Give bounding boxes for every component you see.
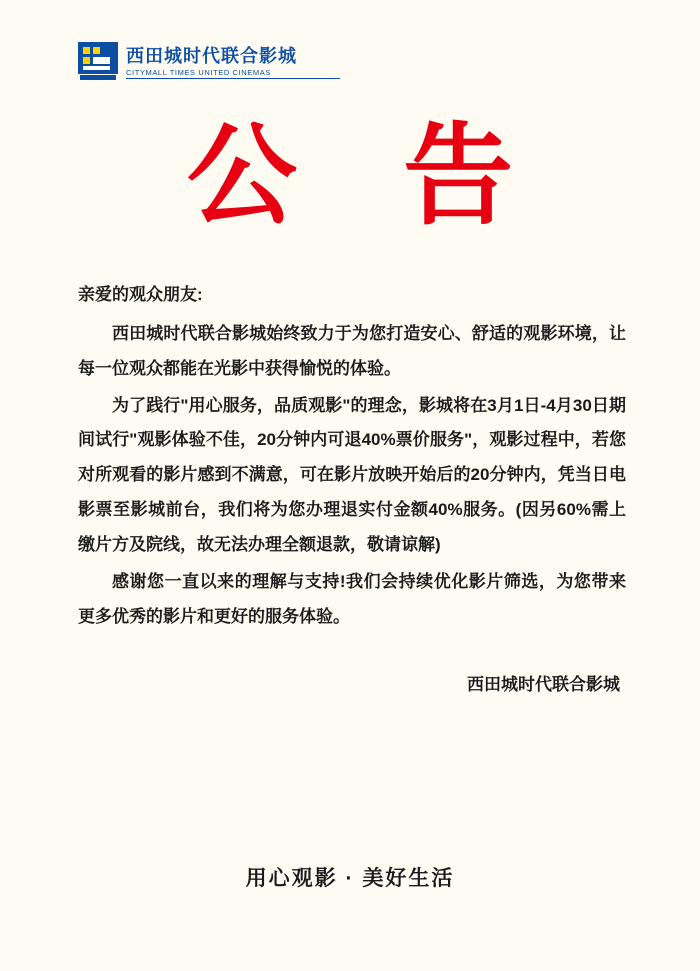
page-title: 公 告 (186, 112, 548, 240)
salutation: 亲爱的观众朋友: (78, 285, 203, 304)
cinema-logo-icon (78, 42, 118, 82)
paragraph-3: 感谢您一直以来的理解与支持!我们会持续优化影片筛选，为您带来更多优秀的影片和更好的服务体验。 (78, 571, 626, 626)
signature: 西田城时代联合影城 (467, 675, 620, 695)
brand-name-cn: 西田城时代联合影城 (126, 45, 297, 66)
brand-logo (78, 42, 297, 82)
brand-name-en: CITYMALL TIMES UNITED CINEMAS (126, 68, 271, 78)
brand-text (126, 46, 297, 78)
footer-slogan: 用心观影 · 美好生活 (245, 867, 455, 890)
paragraph-2: 为了践行"用心服务，品质观影"的理念，影城将在3月1日-4月30日期间试行"观影体验不佳，20分钟内可退40%票价服务"，观影过程中，若您对所观看的影片感到不满意，可在影片放映开始后的20分钟内，凭当日电影票至影城前台，我们将为您办理退实付金额40%服务。(因另60%需上缴片方及院线，故无法办理全额退款，敬请谅解) (78, 395, 626, 554)
notice-body (78, 278, 626, 695)
paragraph-1: 西田城时代联合影城始终致力于为您打造安心、舒适的观影环境，让每一位观众都能在光影中获得愉悦的体验。 (78, 323, 626, 378)
brand-divider (126, 78, 340, 79)
